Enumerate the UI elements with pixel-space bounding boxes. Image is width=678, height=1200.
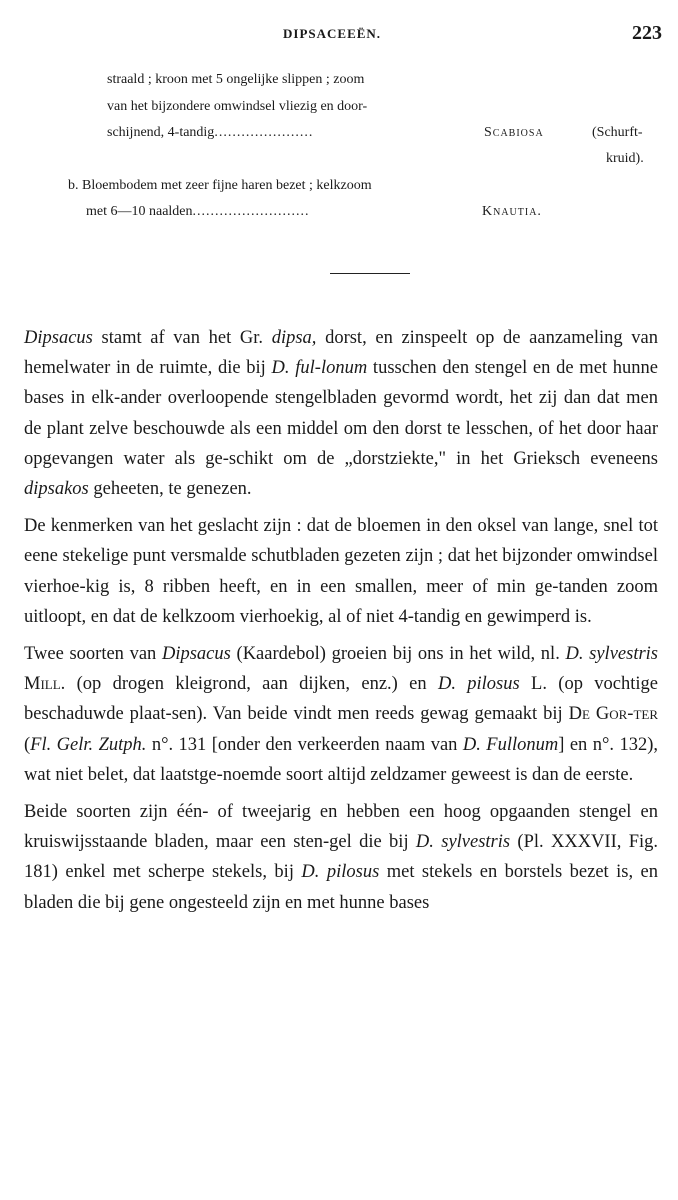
key-genus-scabiosa: Scabiosa <box>484 125 544 140</box>
smallcaps-author: De Gor-ter <box>568 704 658 725</box>
running-head <box>0 22 678 46</box>
body-text <box>24 323 658 918</box>
page-number: 223 <box>632 22 662 44</box>
text-run: dorst, en zinspeelt op de aanzameling van hemelwater in de ruimte, die bij <box>24 328 658 379</box>
paragraph-etymology <box>24 323 658 504</box>
text-run: (Kaardebol) groeien bij ons in het wild, nl. <box>230 644 566 665</box>
paragraph-description <box>24 797 658 918</box>
text-run: (op drogen kleigrond, aan dijken, enz.) en <box>65 674 438 695</box>
italic-term: D. pilosus <box>437 674 520 695</box>
paragraph-characteristics: De kenmerken van het geslacht zijn : dat de bloemen in den oksel van lange, snel tot eene stekelige punt versmalde schutbladen gezeten zijn ; dat het bijzonder omwindsel vierhoe-kig is, 8 ribben heeft, en in een smallen, meer of min ge-tanden zoom uitloopt, en dat de kelkzoom vierhoekig, al of niet 4-tandig en gewimperd is. <box>24 516 658 627</box>
italic-term: D. sylvestris <box>565 644 658 665</box>
key-line <box>86 204 310 220</box>
italic-term: dipsakos <box>24 479 89 500</box>
italic-term: D. sylvestris <box>415 832 511 853</box>
key-line-b: b. Bloembodem met zeer fijne haren bezet ; kelkzoom <box>68 178 372 193</box>
key-genus-knautia: Knautia. <box>482 204 542 219</box>
smallcaps-author: Mill. <box>24 674 66 695</box>
section-divider <box>330 273 410 274</box>
key-line: straald ; kroon met 5 ongelijke slippen ; zoom <box>107 72 365 87</box>
key-line: van het bijzondere omwindsel vliezig en door- <box>107 99 368 114</box>
italic-term: Dipsacus <box>24 328 93 348</box>
key-common-name: (Schurft- <box>592 125 643 140</box>
italic-term: D. Fullonum <box>462 734 559 755</box>
text-run: ] en n°. 132), wat niet belet, dat laatstge-noemde soort altijd zeldzamer geweest is dan de eerste. <box>24 734 658 785</box>
key-text: schijnend, 4-tandig <box>107 125 215 140</box>
italic-term: D. pilosus <box>301 862 380 883</box>
text-run: L. (op vochtige beschaduwde plaat-sen). Van beide vindt men reeds gewag gemaakt bij <box>24 674 658 725</box>
key-text: met 6—10 naalden <box>86 204 193 219</box>
text-run: Beide soorten zijn één- of tweejarig en hebben een hoog opgaanden stengel en kruiswijsstaande bladen, maar een sten-gel die bij <box>24 802 658 853</box>
text-run: ( <box>24 734 31 755</box>
italic-term: Fl. Gelr. Zutph. <box>30 734 147 755</box>
running-title: DIPSACEEËN. <box>283 26 382 41</box>
text-run: tusschen den stengel en de met hunne bases in elk-ander overloopende stengelbladen gevormd wordt, het zij dan dat men de plant zelve beschouwde als een middel om den dorst te lesschen, of het door haar opgevangen water als ge-schikt om de „dorstziekte," in het Grieksch eveneens <box>24 358 658 469</box>
italic-term: D. ful-lonum <box>271 358 368 379</box>
text-run: (Pl. XXXVII, Fig. 181) enkel met scherpe stekels, bij <box>24 832 658 883</box>
text-run: stamt af van het Gr. <box>92 328 272 348</box>
text-run: met stekels en borstels bezet is, en bladen die bij gene ongesteeld zijn en met hunne bases <box>24 862 658 913</box>
key-common-name-cont: kruid). <box>606 151 644 166</box>
text-run: n°. 131 [onder den verkeerden naam van <box>146 734 463 755</box>
paragraph-species <box>24 639 658 790</box>
key-leader-dots: ...................... <box>214 125 314 140</box>
key-leader-dots: .......................... <box>192 204 310 219</box>
text-run: geheeten, te genezen. <box>88 479 252 500</box>
italic-term: Dipsacus <box>161 644 231 665</box>
italic-term: dipsa, <box>271 328 317 348</box>
key-line <box>107 125 313 141</box>
text-run: Twee soorten van <box>24 644 162 665</box>
